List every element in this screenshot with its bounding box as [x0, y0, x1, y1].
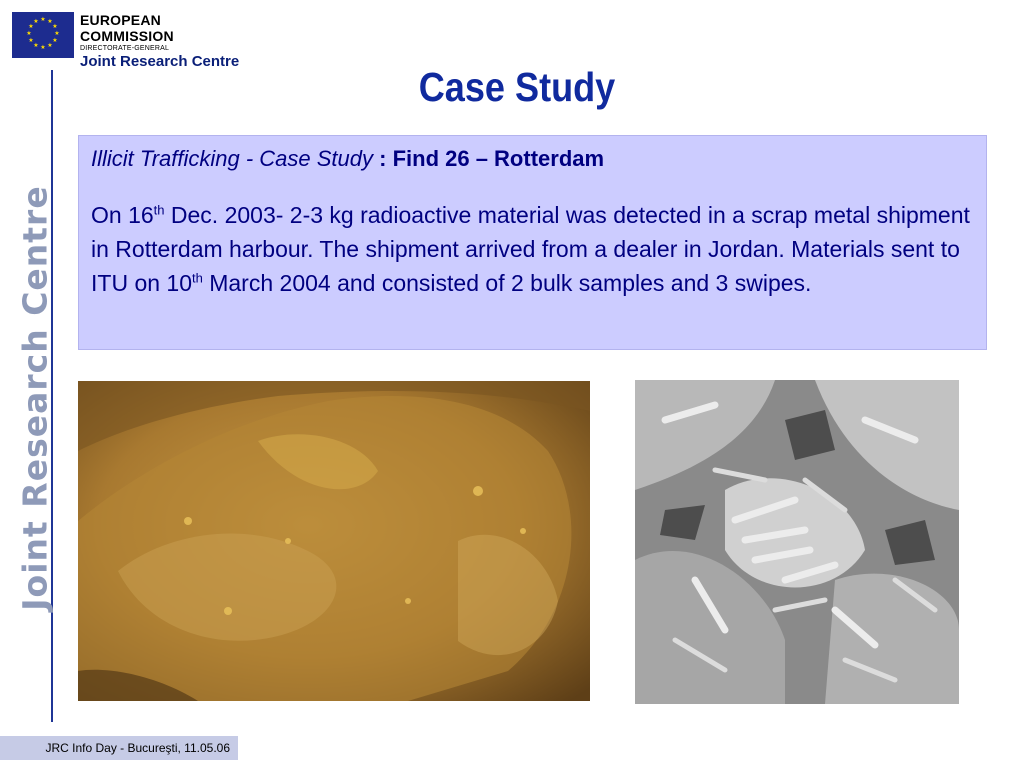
heading-colon: :	[373, 146, 393, 171]
svg-text:★: ★	[47, 42, 53, 49]
svg-text:★: ★	[54, 30, 60, 37]
svg-text:★: ★	[26, 30, 32, 37]
svg-text:★: ★	[40, 44, 46, 51]
eu-flag-icon	[12, 12, 74, 58]
sidebar-label: Joint Research Centre	[15, 185, 55, 611]
sample-photo-micrograph	[635, 380, 959, 704]
page-title: Case Study	[418, 64, 616, 110]
para-sup-1: th	[153, 202, 165, 218]
case-text-box	[78, 135, 987, 350]
footer-bar: JRC Info Day - Bucureşti, 11.05.06	[0, 736, 238, 760]
org-subtitle: DIRECTORATE-GENERAL	[80, 45, 170, 52]
svg-text:★: ★	[33, 18, 39, 25]
para-part-3: March 2004 and consisted of 2 bulk samples and 3 swipes.	[202, 270, 812, 296]
para-sup-2: th	[192, 270, 203, 286]
para-part-1: On 16	[91, 202, 154, 228]
svg-text:★: ★	[40, 16, 46, 23]
org-jrc: Joint Research Centre	[80, 53, 240, 70]
svg-text:★: ★	[52, 23, 58, 30]
org-name: EUROPEAN COMMISSION	[80, 12, 174, 44]
sample-photo-color	[78, 381, 590, 701]
heading-italic: Illicit Trafficking - Case Study	[91, 146, 374, 171]
svg-text:★: ★	[28, 37, 34, 44]
svg-text:★: ★	[52, 37, 58, 44]
para-part-2: Dec. 2003- 2-3 kg radioactive material was detected in a scrap metal shipment in Rotterdam harbour. The shipment arrived from a dealer in Jordan. Materials sent to ITU on 10	[91, 202, 970, 296]
header-logo	[8, 8, 248, 70]
svg-text:★: ★	[47, 18, 53, 25]
case-paragraph	[91, 198, 974, 300]
case-heading	[91, 144, 974, 174]
svg-text:★: ★	[28, 23, 34, 30]
svg-text:★: ★	[33, 42, 39, 49]
heading-find: Find 26 – Rotterdam	[392, 146, 605, 171]
